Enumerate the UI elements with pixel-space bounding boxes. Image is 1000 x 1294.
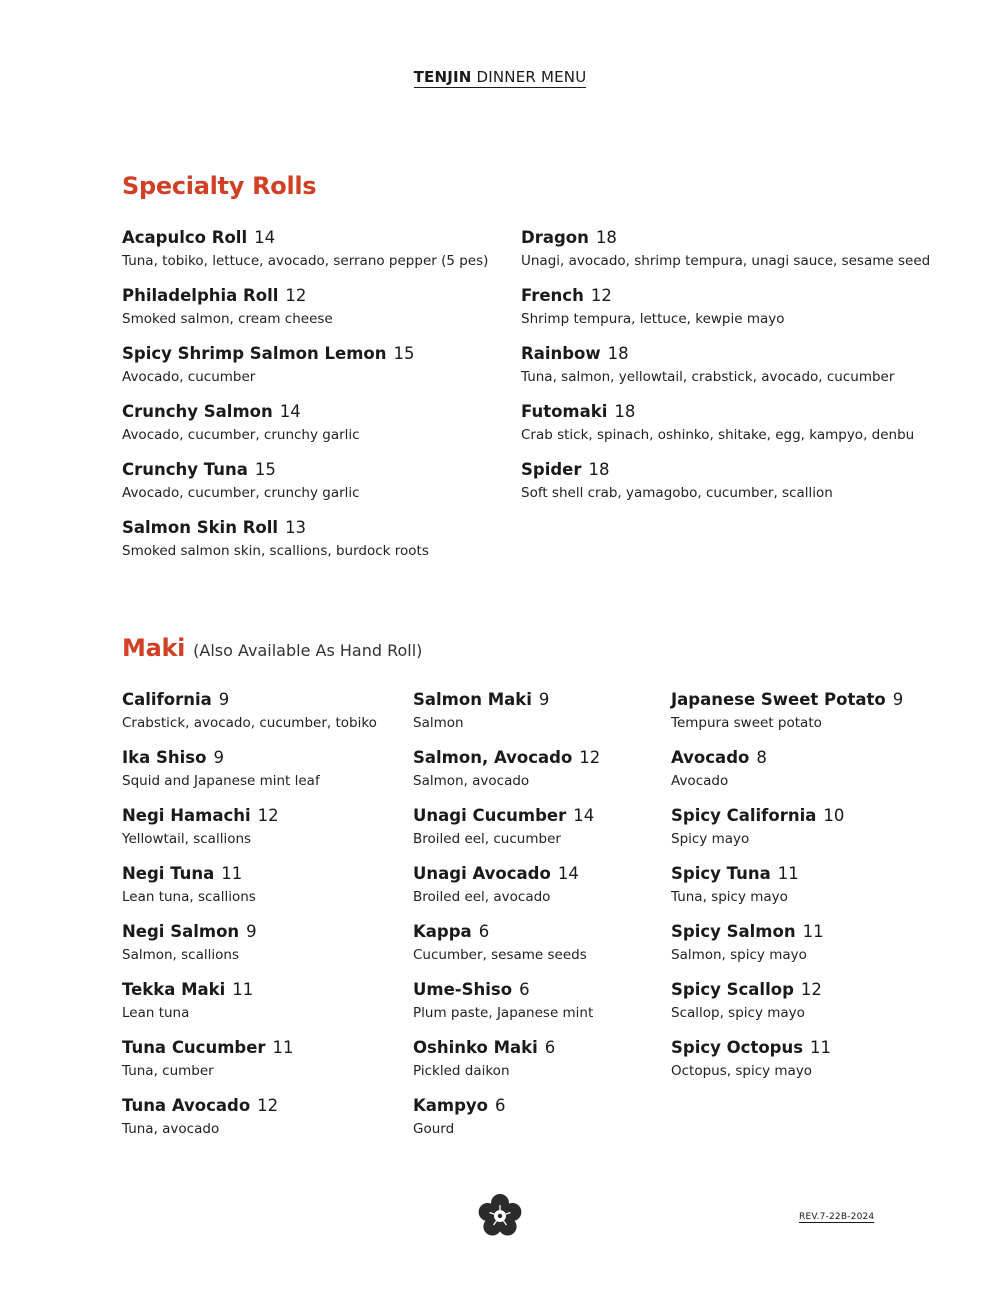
menu-item [413,748,600,806]
menu-item-description: Tuna, cumber [122,1063,214,1079]
plum-blossom-icon [476,1192,524,1240]
menu-item-description: Octopus, spicy mayo [671,1063,813,1079]
menu-item-price: 12 [800,980,822,999]
menu-item-description: Yellowtail, scallions [122,831,252,847]
menu-item-header [122,460,488,480]
menu-item-name: Kappa [413,922,472,941]
menu-item-name: Acapulco Roll [122,228,248,247]
menu-item-name: Crunchy Salmon [122,402,273,421]
menu-item-price: 18 [595,228,617,247]
menu-item-name: California [122,690,212,709]
menu-item-description: Salmon, avocado [413,773,530,789]
menu-item-price: 9 [213,748,224,767]
menu-item [413,1038,600,1096]
menu-item-price: 10 [823,806,845,825]
specialty-left-column [122,228,488,576]
menu-item-price: 12 [257,806,279,825]
menu-item-name: Philadelphia Roll [122,286,279,305]
menu-item-header [122,1038,377,1058]
menu-item-name: Crunchy Tuna [122,460,248,479]
menu-item-description: Crabstick, avocado, cucumber, tobiko [122,715,377,731]
menu-item-name: Dragon [521,228,589,247]
menu-item-name: Negi Tuna [122,864,215,883]
menu-item-header [413,864,600,884]
menu-item-price: 9 [218,690,230,709]
menu-item-header [671,864,903,884]
menu-item-header [122,1096,377,1116]
menu-item [413,1096,600,1154]
specialty-rolls-heading: Specialty Rolls [122,172,317,200]
menu-item-description: Broiled eel, avocado [413,889,551,905]
maki-column-3 [671,690,903,1096]
menu-item-description: Salmon, scallions [122,947,239,963]
menu-item-description: Tempura sweet potato [671,715,822,731]
revision-code: REV.7-22B-2024 [799,1212,875,1222]
menu-item-name: Rainbow [521,344,601,363]
menu-item [671,980,903,1038]
menu-item [413,806,600,864]
menu-item-name: French [521,286,584,305]
menu-item-name: Ika Shiso [122,748,207,767]
menu-item-price: 13 [285,518,307,537]
menu-item [521,286,930,344]
menu-item-description: Avocado, cucumber [122,369,256,385]
menu-item [671,806,903,864]
menu-item-description: Broiled eel, cucumber [413,831,561,847]
menu-item-header [413,1096,600,1116]
menu-item-name: Negi Hamachi [122,806,251,825]
menu-item-price: 11 [810,1038,832,1057]
menu-item-price: 12 [579,748,601,767]
menu-item [122,748,377,806]
menu-item [521,344,930,402]
menu-item-description: Tuna, salmon, yellowtail, crabstick, avocado, cucumber [521,369,895,385]
menu-item [122,806,377,864]
menu-item [671,922,903,980]
menu-item-description: Avocado, cucumber, crunchy garlic [122,485,360,501]
menu-item-price: 18 [588,460,610,479]
menu-item-description: Spicy mayo [671,831,750,847]
menu-item-description: Tuna, spicy mayo [671,889,788,905]
menu-item-price: 18 [614,402,636,421]
menu-item-price: 18 [607,344,629,363]
menu-item-name: Salmon Maki [413,690,532,709]
menu-item [413,922,600,980]
menu-item-header [413,980,600,1000]
menu-item-price: 12 [590,286,612,305]
menu-item-header [521,460,930,480]
menu-item-description: Gourd [413,1121,455,1137]
menu-item-header [671,748,903,768]
menu-item-description: Unagi, avocado, shrimp tempura, unagi sauce, sesame seed [521,253,931,269]
menu-item [521,402,930,460]
menu-item-description: Smoked salmon, cream cheese [122,311,333,327]
menu-item [122,518,488,576]
menu-item [122,690,377,748]
menu-item-price: 15 [393,344,415,363]
menu-item-price: 8 [756,748,767,767]
menu-item-header [122,864,377,884]
maki-column-1 [122,690,377,1154]
menu-item [521,228,930,286]
menu-item-description: Tuna, tobiko, lettuce, avocado, serrano pepper (5 pes) [122,253,489,269]
menu-item-name: Spicy Tuna [671,864,771,883]
menu-item [122,922,377,980]
menu-item-header [122,518,488,538]
menu-item-price: 9 [246,922,257,941]
menu-item-header [122,980,377,1000]
menu-item-header [122,922,377,942]
menu-item-description: Avocado [671,773,729,789]
menu-item [413,980,600,1038]
menu-item-price: 6 [519,980,530,999]
menu-item-name: Avocado [671,748,750,767]
menu-item-name: Spicy California [671,806,817,825]
menu-item-price: 6 [544,1038,556,1057]
menu-item-price: 14 [573,806,595,825]
menu-item-header [122,748,377,768]
menu-item-name: Spicy Salmon [671,922,796,941]
menu-item [122,402,488,460]
menu-item-price: 11 [221,864,243,883]
menu-item-header [521,344,930,364]
menu-item [413,690,600,748]
menu-item-description: Avocado, cucumber, crunchy garlic [122,427,360,443]
menu-item-description: Plum paste, Japanese mint [413,1005,594,1021]
menu-item-header [413,690,600,710]
menu-item [122,228,488,286]
menu-item-description: Salmon, spicy mayo [671,947,807,963]
menu-item-description: Tuna, avocado [122,1121,220,1137]
menu-item [671,1038,903,1096]
menu-item-name: Futomaki [521,402,608,421]
menu-item-header [122,344,488,364]
menu-item-header [122,690,377,710]
menu-item-price: 6 [495,1096,506,1115]
menu-item-price: 12 [257,1096,279,1115]
menu-item-description: Cucumber, sesame seeds [413,947,587,963]
menu-item-price: 14 [254,228,276,247]
menu-item-price: 11 [802,922,824,941]
menu-item [122,344,488,402]
menu-item-description: Smoked salmon skin, scallions, burdock roots [122,543,429,559]
menu-header [0,68,1000,86]
menu-item [671,864,903,922]
menu-item-name: Unagi Cucumber [413,806,567,825]
menu-item-price: 6 [478,922,490,941]
menu-item-price: 9 [892,690,904,709]
menu-item-header [122,228,488,248]
menu-item-header [122,402,488,422]
menu-item-header [413,1038,600,1058]
menu-item-header [671,1038,903,1058]
menu-item-price: 9 [538,690,550,709]
menu-item-header [413,806,600,826]
menu-item-price: 14 [279,402,301,421]
menu-item [122,460,488,518]
menu-item-description: Crab stick, spinach, oshinko, shitake, egg, kampyo, denbu [521,427,915,443]
menu-item-price: 15 [254,460,276,479]
menu-item [671,690,903,748]
menu-item-name: Spider [521,460,582,479]
menu-item-header [671,922,903,942]
menu-item [122,864,377,922]
menu-item [671,748,903,806]
maki-heading [122,634,422,662]
menu-item-header [122,806,377,826]
menu-item-header [671,806,903,826]
menu-item-header [521,402,930,422]
menu-item-name: Unagi Avocado [413,864,551,883]
menu-item [521,460,930,518]
menu-item-description: Soft shell crab, yamagobo, cucumber, scallion [521,485,833,501]
menu-item-name: Kampyo [413,1096,489,1115]
menu-item-name: Spicy Octopus [671,1038,804,1057]
menu-item-header [413,748,600,768]
menu-item-price: 14 [557,864,579,883]
menu-item-description: Lean tuna, scallions [122,889,256,905]
maki-title: Maki [122,634,186,662]
menu-item-name: Oshinko Maki [413,1038,538,1057]
menu-item-header [122,286,488,306]
menu-item-name: Salmon Skin Roll [122,518,279,537]
menu-item [122,1096,377,1154]
menu-item-description: Pickled daikon [413,1063,510,1079]
menu-item-header [521,228,930,248]
restaurant-name: TENJIN [413,68,472,86]
menu-item [122,1038,377,1096]
menu-item-description: Lean tuna [122,1005,190,1021]
menu-item-description: Salmon [413,715,464,731]
menu-item-price: 11 [232,980,254,999]
menu-item [122,286,488,344]
menu-item-name: Tuna Avocado [122,1096,251,1115]
menu-item-description: Shrimp tempura, lettuce, kewpie mayo [521,311,785,327]
menu-item-description: Scallop, spicy mayo [671,1005,805,1021]
maki-subtitle: (Also Available As Hand Roll) [193,641,423,660]
menu-item-price: 11 [272,1038,294,1057]
menu-item-name: Tekka Maki [122,980,226,999]
menu-item-name: Spicy Scallop [671,980,794,999]
menu-item-name: Spicy Shrimp Salmon Lemon [122,344,387,363]
menu-item-header [413,922,600,942]
menu-item-header [521,286,930,306]
menu-item-price: 12 [285,286,307,305]
menu-item-header [671,980,903,1000]
menu-title: DINNER MENU [476,68,587,86]
menu-item-name: Ume-Shiso [413,980,513,999]
menu-item-price: 11 [777,864,799,883]
menu-item-name: Tuna Cucumber [122,1038,266,1057]
maki-column-2 [413,690,600,1154]
menu-item-name: Negi Salmon [122,922,240,941]
menu-item-header [671,690,903,710]
menu-item-description: Squid and Japanese mint leaf [122,773,320,789]
menu-item-name: Salmon, Avocado [413,748,573,767]
menu-item [122,980,377,1038]
specialty-right-column [521,228,930,518]
menu-item [413,864,600,922]
menu-item-name: Japanese Sweet Potato [671,690,886,709]
